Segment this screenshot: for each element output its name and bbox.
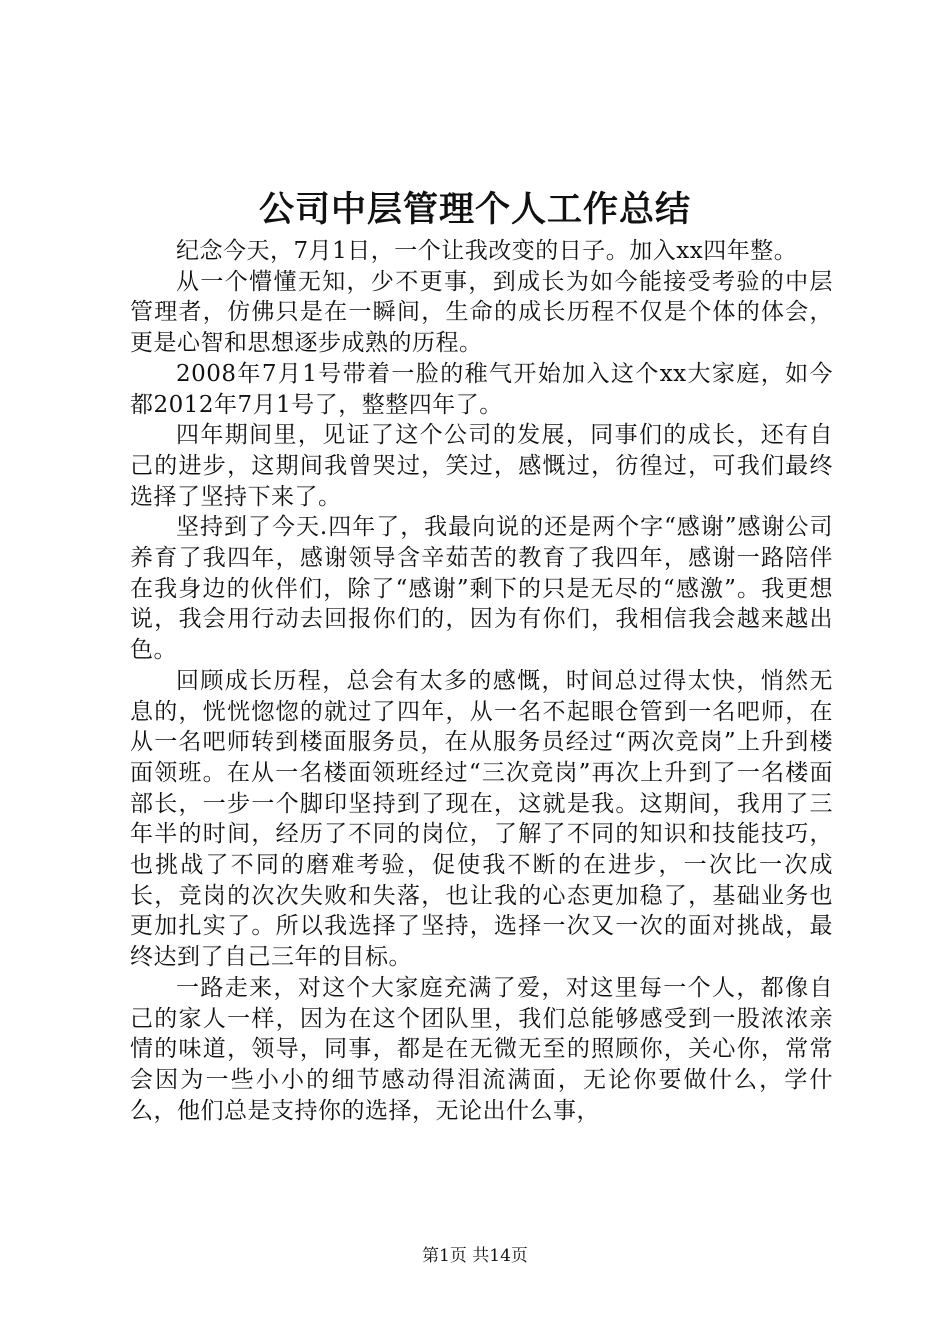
paragraph: 一路走来，对这个大家庭充满了爱，对这里每一个人，都像自己的家人一样，因为在这个团队里，我们总能够感受到一股浓浓亲情的味道，领导，同事，都是在无微无至的照顾你，关心你，常常会因为一些小小的细节感动得泪流满面，无论你要做什么，学什么，他们总是支持你的选择，无论出什么事，	[130, 974, 833, 1124]
paragraph: 坚持到了今天.四年了，我最向说的还是两个字“感谢”感谢公司养育了我四年，感谢领导含辛茹苦的教育了我四年，感谢一路陪伴在我身边的伙伴们，除了“感谢”剩下的只是无尽的“感激”。我更想说，我会用行动去回报你们的，因为有你们，我相信我会越来越出色。	[130, 514, 833, 664]
paragraph: 从一个懵懂无知，少不更事，到成长为如今能接受考验的中层管理者，仿佛只是在一瞬间，生命的成长历程不仅是个体的体会，更是心智和思想逐步成熟的历程。	[130, 268, 833, 357]
paragraph: 四年期间里，见证了这个公司的发展，同事们的成长，还有自己的进步，这期间我曾哭过，笑过，感慨过，彷徨过，可我们最终选择了坚持下来了。	[130, 422, 833, 510]
paragraph: 2008年7月1号带着一脸的稚气开始加入这个xx大家庭，如今都2012年7月1号了，整整四年了。	[130, 360, 833, 418]
paragraph: 纪念今天，7月1日，一个让我改变的日子。加入xx四年整。	[176, 238, 798, 264]
document-title: 公司中层管理个人工作总结	[258, 189, 691, 230]
paragraph: 回顾成长历程，总会有太多的感慨，时间总过得太快，悄然无息的，恍恍惚惚的就过了四年，从一名不起眼仓管到一名吧师，在从一名吧师转到楼面服务员，在从服务员经过“两次竞岗”上升到楼面领班。在从一名楼面领班经过“三次竞岗”再次上升到了一名楼面部长，一步一个脚印坚持到了现在，这就是我。这期间，我用了三年半的时间，经历了不同的岗位，了解了不同的知识和技能技巧，也挑战了不同的磨难考验，促使我不断的在进步，一次比一次成长，竞岗的次次失败和失落，也让我的心态更加稳了，基础业务也更加扎实了。所以我选择了坚持，选择一次又一次的面对挑战，最终达到了自己三年的目标。	[130, 667, 833, 971]
page-number-footer: 第1页 共14页	[422, 1246, 528, 1266]
document-body	[130, 236, 833, 1126]
